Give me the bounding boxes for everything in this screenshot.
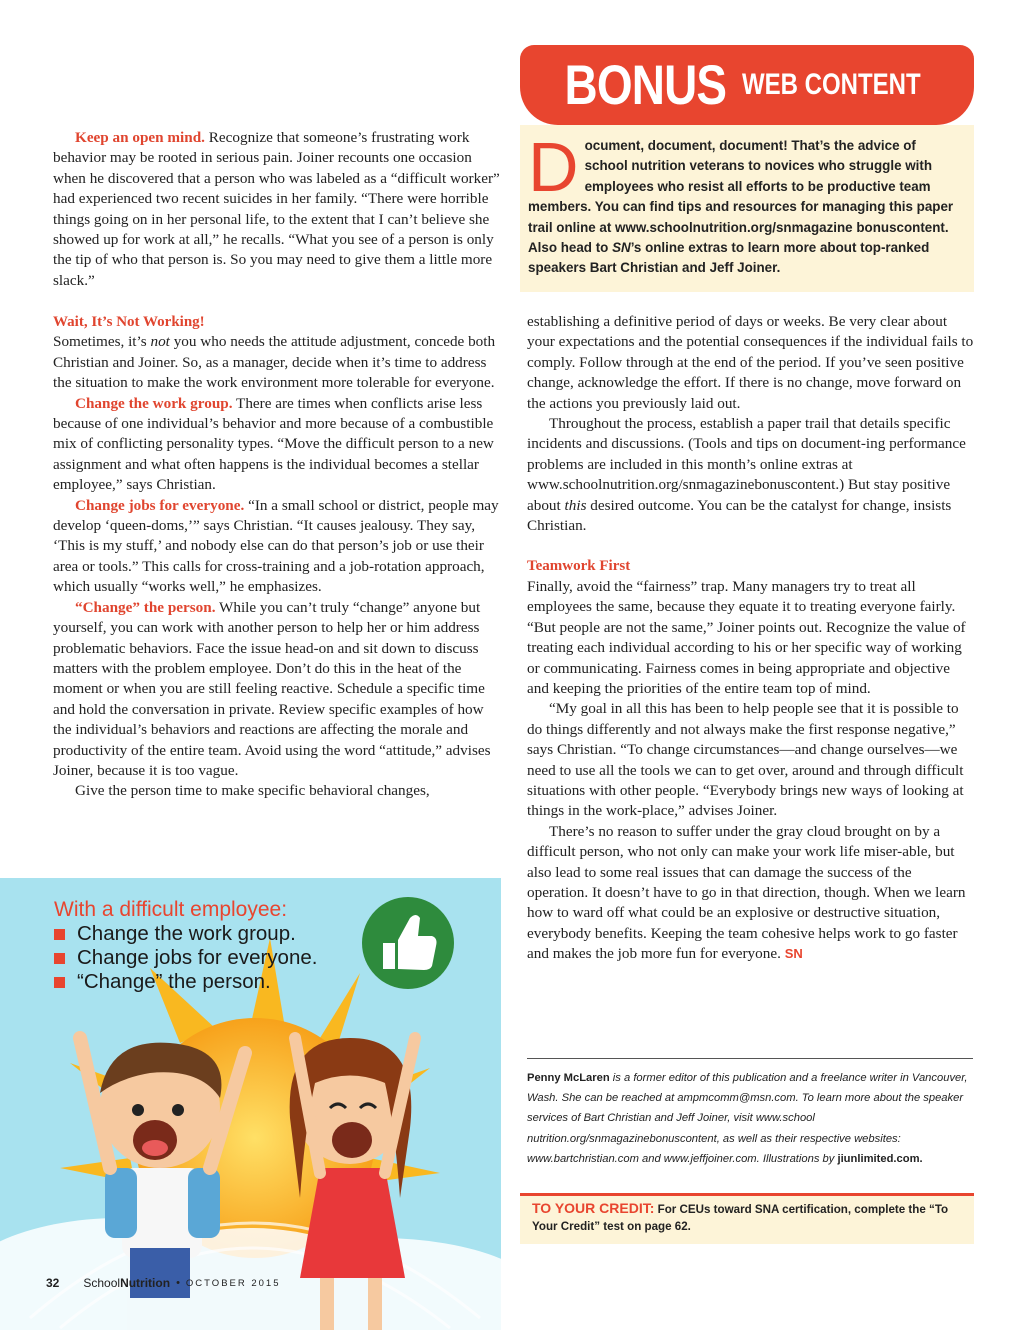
bonus-title: BONUS: [564, 53, 726, 116]
para-text: Recognize that someone’s frustrating work behavior may be rooted in serious pain. Joiner recounts one occasion when he discovered that a person who was labeled as a “difficult worker” had experienced two recent suicides in her family. “There were horrible things going on in her personal life, to the extent that I can’t believe she showed up for work at all,” he recalls. “What you see of a person is only the tip of who that person is. So you may need to give them a little more slack.”: [53, 129, 500, 289]
paragraph: There’s no reason to suffer under the gray cloud brought on by a difficult person, who not only can make your work life miser-able, but also lead to some real issues that can damage the success of the operation. It doesn’t have to go in that direction, though. When we learn how to ward off what could be an explosive or destructive situation, everybody benefits. Keeping the team cohesive helps work to go faster and makes the job more fun for everyone. SN: [527, 822, 966, 963]
author-name: Penny McLaren: [527, 1072, 610, 1084]
bullet-icon: [54, 953, 65, 964]
paragraph: Change jobs for everyone. “In a small school or district, people may develop ‘queen-doms,’” says Christian. “It causes jealousy. They say, ‘This is my stuff,’ and nobody else can do that person’s job or use their area or tools.” This calls for cross-training and a job-rotation approach, which usually “works well,” he emphasizes.: [53, 496, 499, 596]
drop-cap: D: [528, 128, 579, 206]
paragraph: “My goal in all this has been to help people see that it is possible to do things differently and not always make the first response negative,” says Christian. “To change circumstances—and change ourselves—we need to use all the tools we can to get over, around and through difficult situations with other people. “Everybody brings new ways of looking at things in the work-place,” advises Joiner.: [527, 700, 964, 820]
callout-title: With a difficult employee:: [54, 898, 288, 921]
paragraph: Give the person time to make specific behavioral changes,: [75, 782, 430, 800]
lead-keep-open-mind: Keep an open mind.: [75, 129, 205, 146]
bonus-subtitle: WEB CONTENT: [741, 68, 921, 101]
bullet-icon: [54, 977, 65, 988]
bullet-icon: [54, 929, 65, 940]
paragraph: establishing a definitive period of days or weeks. Be very clear about your expectations and the potential consequences if the individual fails to comply. Follow through at the end of the period. If you’ve seen positive change, acknowledge the effort. If there is no change, move forward on the actions you previously laid out.: [527, 313, 974, 412]
magazine-name: SchoolNutrition: [83, 1276, 171, 1290]
footer-bullet: •: [176, 1277, 180, 1289]
left-column: [53, 312, 503, 802]
divider: [527, 1058, 973, 1059]
section-heading-teamwork: Teamwork First: [527, 558, 631, 575]
bonus-body: D ocument, document, document! That’s the advice of school nutrition veterans to novices who struggle with employees who resist all efforts to be productive team members. You can find tips and resources for managing this paper trail online at www.schoolnutrition.org/snmagazine bonuscontent. Also head to SN’s online extras to learn more about top-ranked speakers Bart Christian and Jeff Joiner.: [520, 125, 974, 292]
paragraph: “Change” the person. While you can’t truly “change” anyone but yourself, you can work with another person to help her or him address problematic behaviors. Face the issue head-on and sit down to discuss matters with the problem employee. Don’t do this in the heat of the moment or when you are still feeling reactive. Schedule a specific time and hold the conversation in private. Review specific examples of how the individual’s behaviors and reactions are affecting the morale and productivity of the entire team. Avoid using the word “attitude,” advises Joiner, because it is too vague.: [53, 598, 491, 779]
callout-list: [54, 898, 317, 994]
paragraph: Sometimes, it’s not you who needs the attitude adjustment, concede both Christian and Joiner. So, as a manager, decide when it’s time to address the situation to make the work environment more tolerable for everyone.: [53, 333, 496, 392]
paragraph: Finally, avoid the “fairness” trap. Many managers try to treat all employees the same, because they equate it to treating everyone fairly. “But people are not the same,” Joiner points out. Recognize the value of treating each individual according to his or her specific way of working or communicating. Fairness comes in being appropriate and objective and keeping the priorities of the entire team top of mind.: [527, 577, 966, 697]
lead-change-person: “Change” the person.: [75, 598, 216, 616]
lead-change-jobs: Change jobs for everyone.: [75, 496, 245, 514]
paragraph: Change the work group. There are times when conflicts arise less because of one individual’s behavior and more because of a combustible mix of conflicting personality types. “Move the difficult person to a new assignment and what often happens is the individual becomes a stellar employee,” says Christian.: [53, 394, 494, 494]
page-footer: [46, 1276, 281, 1290]
bonus-banner: [520, 45, 974, 125]
credit-label: TO YOUR CREDIT:: [532, 1200, 655, 1216]
end-mark: SN: [784, 946, 803, 962]
author-bio: Penny McLaren is a former editor of this publication and a freelance writer in Vancouver, Wash. She can be reached at ampmcomm@msn.com. To learn more about the speaker services of Bart Christian and Jeff Joiner, visit www.school nutrition.org/snmagazinebonuscontent, as well as their respective websites: www.bartchristian.com and www.jeffjoiner.com. Illustrations by jiunlimited.com.: [527, 1072, 968, 1165]
callout-item: Change the work group.: [54, 922, 317, 946]
callout-item: “Change” the person.: [54, 970, 317, 994]
right-column: [527, 312, 975, 965]
intro-paragraph: [53, 128, 503, 291]
paragraph: Throughout the process, establish a paper trail that details specific incidents and discussions. (Tools and tips on document-ing performance problems are included in this month’s online extras at www.schoolnutrition.org/snmagazinebonuscontent.) But stay positive about this desired outcome. You can be the catalyst for change, insists Christian.: [527, 415, 966, 535]
credit-box: TO YOUR CREDIT: For CEUs toward SNA certification, complete the “To Your Credit” test on page 62.: [520, 1193, 974, 1244]
page-number: 32: [46, 1276, 60, 1290]
illustrator-credit: jiunlimited.com.: [837, 1152, 923, 1165]
callout-item: Change jobs for everyone.: [54, 946, 317, 970]
issue-date: OCTOBER 2015: [185, 1277, 281, 1289]
section-heading-wait: Wait, It’s Not Working!: [53, 314, 205, 330]
thumbs-up-icon: [362, 897, 454, 989]
lead-change-work-group: Change the work group.: [75, 394, 233, 412]
